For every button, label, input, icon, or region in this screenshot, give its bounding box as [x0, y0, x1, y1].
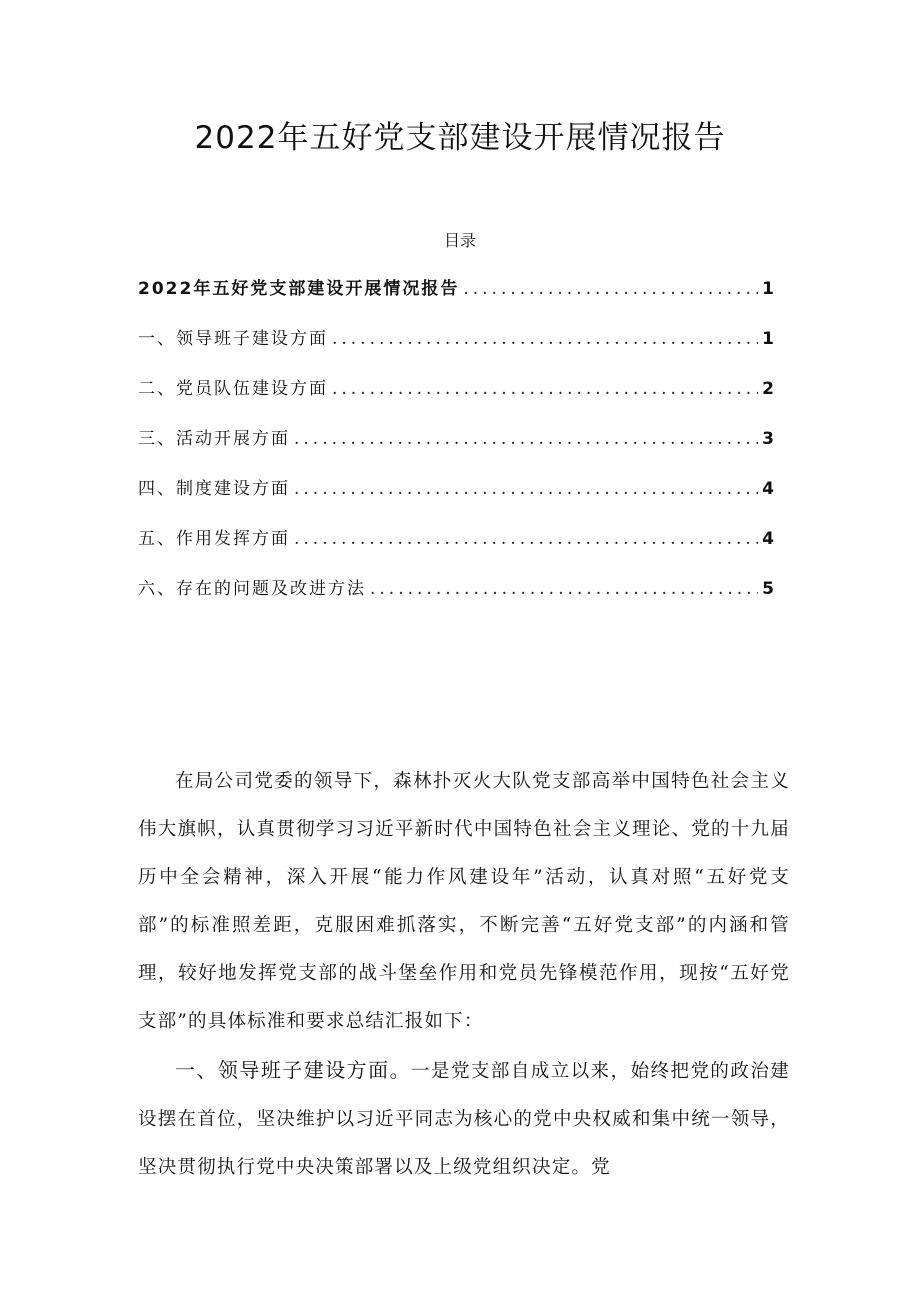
toc-entry-page: 1 — [762, 329, 774, 349]
toc-entry-page: 1 — [762, 279, 774, 299]
intro-paragraph: 在局公司党委的领导下，森林扑灭火大队党支部高举中国特色社会主义伟大旗帜，认真贯彻学习习近平新时代中国特色社会主义理论、党的十九届历中全会精神，深入开展“能力作风建设年”活动，认真对照“五好党支部”的标准照差距，克服困难抓落实，不断完善“五好党支部”的内涵和管理，较好地发挥党支部的战斗堡垒作用和党员先锋模范作用，现按“五好党支部”的具体标准和要求总结汇报如下： — [138, 771, 790, 1032]
document-title: 2022年五好党支部建设开展情况报告 — [194, 120, 726, 156]
toc-entry-label: 2022年五好党支部建设开展情况报告 — [138, 279, 460, 299]
toc-entry-page: 4 — [762, 479, 774, 499]
toc-entry-page: 2 — [762, 379, 774, 399]
document-body — [138, 758, 790, 1192]
section-one-paragraph — [138, 1046, 790, 1192]
toc-entry-label: 五、作用发挥方面 — [138, 529, 290, 549]
section-one-text: 一是党支部自成立以来，始终把党的政治建设摆在首位，坚决维护以习近平同志为核心的党中央权威和集中统一领导，坚决贯彻执行党中央决策部署以及上级党组织决定。党 — [138, 1061, 790, 1178]
table-of-contents — [138, 274, 774, 624]
toc-entry[interactable] — [138, 474, 774, 524]
toc-entry[interactable] — [138, 324, 774, 374]
toc-entry[interactable] — [138, 374, 774, 424]
toc-entry-page: 4 — [762, 529, 774, 549]
toc-entry-label: 六、存在的问题及改进方法 — [138, 579, 366, 599]
toc-leader-dots — [332, 379, 758, 399]
section-one-heading: 一、领导班子建设方面。 — [175, 1058, 412, 1082]
toc-entry-label: 二、党员队伍建设方面 — [138, 379, 328, 399]
toc-entry[interactable] — [138, 274, 774, 324]
toc-entry-label: 一、领导班子建设方面 — [138, 329, 328, 349]
toc-leader-dots — [463, 279, 758, 299]
toc-leader-dots — [294, 429, 758, 449]
toc-entry[interactable] — [138, 424, 774, 474]
toc-entry[interactable] — [138, 574, 774, 624]
toc-entry-label: 三、活动开展方面 — [138, 429, 290, 449]
toc-entry[interactable] — [138, 524, 774, 574]
toc-leader-dots — [294, 479, 758, 499]
toc-leader-dots — [370, 579, 758, 599]
toc-leader-dots — [332, 329, 758, 349]
toc-heading: 目录 — [443, 231, 476, 250]
toc-entry-label: 四、制度建设方面 — [138, 479, 290, 499]
toc-leader-dots — [294, 529, 758, 549]
toc-entry-page: 3 — [762, 429, 774, 449]
toc-entry-page: 5 — [762, 579, 774, 599]
